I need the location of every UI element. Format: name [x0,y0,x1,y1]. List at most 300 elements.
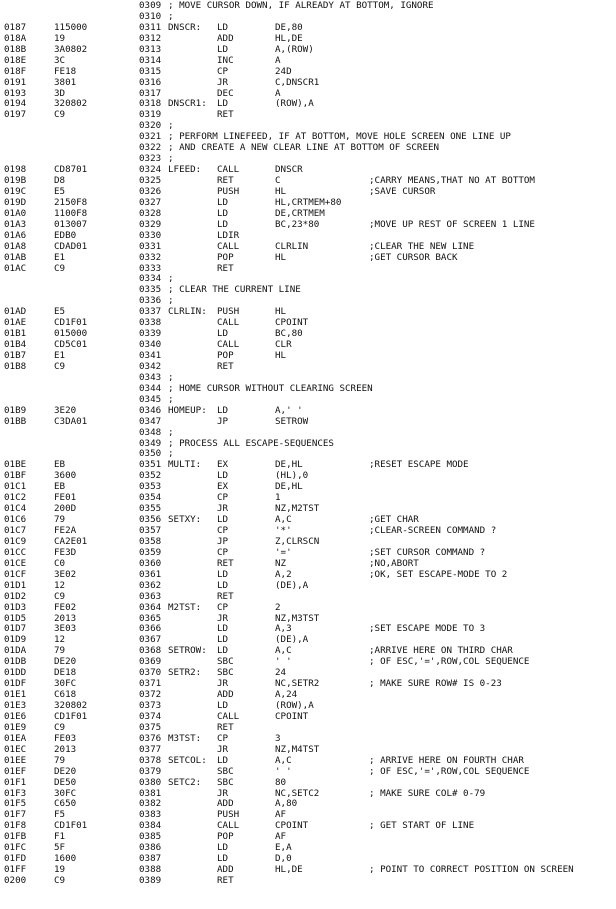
address: 01C6 [4,514,27,526]
comment: ;GET CHAR [369,514,419,526]
object-code: FE01 [54,492,77,504]
code-line [4,832,616,843]
address: 01AC [4,262,27,274]
code-line [4,559,616,570]
operand: NZ [275,557,287,569]
mnemonic: DEC [217,87,234,99]
code-line [4,821,616,832]
operand: HL,CRTMEM+80 [275,196,342,208]
object-code: 12 [54,579,66,591]
code-line [4,176,616,187]
line-number: 0329 [139,218,162,230]
object-code: CD8701 [54,164,88,176]
operand: BC,80 [275,328,303,340]
operand: A [275,87,281,99]
block-comment: ; [168,295,174,307]
object-code: FE02 [54,601,77,613]
mnemonic: LD [217,404,229,416]
address: 01F5 [4,798,27,810]
line-number: 0313 [139,43,162,55]
mnemonic: LD [217,328,229,340]
object-code: FE03 [54,732,77,744]
operand: CPOINT [275,710,309,722]
label: CLRLIN: [168,306,207,318]
comment: ; OF ESC,'=',ROW,COL SEQUENCE [369,765,530,777]
mnemonic: PUSH [217,809,240,821]
code-line [4,231,616,242]
mnemonic: CALL [217,164,240,176]
mnemonic: CALL [217,240,240,252]
address: 01DD [4,667,27,679]
address: 01F7 [4,809,27,821]
operand: (ROW),A [275,700,314,711]
operand: NZ,M4TST [275,743,320,755]
code-line [4,67,616,78]
object-code: F5 [54,809,66,821]
object-code: 5F [54,842,66,854]
object-code: CD5C01 [54,339,88,351]
line-number: 0344 [139,382,162,394]
code-line [4,23,616,34]
address: 019D [4,196,27,208]
mnemonic: CP [217,601,229,613]
address: 01FC [4,842,27,854]
object-code: C9 [54,721,66,733]
block-comment: ; HOME CURSOR WITHOUT CLEARING SCREEN [168,382,373,394]
mnemonic: ADD [217,864,234,876]
operand: DE,HL [275,481,303,493]
address: 01B4 [4,339,27,351]
object-code: CA2E01 [54,535,88,547]
mnemonic: RET [217,360,234,372]
operand: 24D [275,65,292,77]
mnemonic: POP [217,831,234,843]
object-code: 1600 [54,853,77,865]
assembly-listing [4,1,616,887]
block-comment: ; PROCESS ALL ESCAPE-SEQUENCES [168,437,334,449]
mnemonic: SBC [217,765,234,777]
mnemonic: LD [217,568,229,580]
object-code: F1 [54,831,66,843]
mnemonic: JR [217,612,229,624]
mnemonic: ADD [217,798,234,810]
code-line [4,417,616,428]
line-number: 0312 [139,32,162,44]
code-line [4,515,616,526]
code-line [4,220,616,231]
code-line [4,635,616,646]
object-code: FE3D [54,546,77,558]
address: 01B7 [4,350,27,361]
line-number: 0357 [139,525,162,536]
mnemonic: CP [217,65,229,77]
code-line [4,843,616,854]
line-number: 0371 [139,678,162,690]
line-number: 0347 [139,415,162,427]
operand: BC,23*80 [275,218,320,230]
line-number: 0349 [139,437,162,449]
address: 01D9 [4,634,27,646]
operand: A,(ROW) [275,43,314,55]
mnemonic: LD [217,754,229,766]
mnemonic: CALL [217,339,240,351]
line-number: 0355 [139,503,162,515]
line-number: 0364 [139,601,162,613]
line-number: 0320 [139,120,162,132]
address: 01D5 [4,612,27,624]
code-line [4,810,616,821]
object-code: 3801 [54,76,77,88]
address: 01A6 [4,229,27,241]
line-number: 0382 [139,798,162,810]
operand: A,3 [275,623,292,635]
object-code: C9 [54,360,66,372]
object-code: 013007 [54,218,88,230]
operand: DNSCR [275,164,303,176]
object-code: 3E20 [54,404,77,416]
comment-line [4,285,616,296]
address: 01D2 [4,590,27,602]
line-number: 0338 [139,317,162,329]
operand: CPOINT [275,820,309,832]
code-line [4,340,616,351]
line-number: 0379 [139,765,162,777]
object-code: 3D [54,87,66,99]
label: SETC2: [168,776,202,788]
operand: HL [275,251,287,263]
object-code: CDAD01 [54,240,88,252]
operand: SETROW [275,415,309,427]
operand: ' ' [275,656,292,668]
block-comment: ; PERFORM LINEFEED, IF AT BOTTOM, MOVE HOLE SCREEN ONE LINE UP [168,131,511,143]
object-code: 2150F8 [54,196,88,208]
address: 01C9 [4,535,27,547]
code-line [4,570,616,581]
code-line [4,614,616,625]
operand: CPOINT [275,317,309,329]
line-number: 0332 [139,251,162,263]
label: SETXY: [168,514,202,526]
line-number: 0345 [139,393,162,405]
block-comment: ; [168,393,174,405]
mnemonic: RET [217,109,234,121]
operand: (ROW),A [275,98,314,110]
object-code: 12 [54,634,66,646]
code-line [4,789,616,800]
operand: NZ,M3TST [275,612,320,624]
line-number: 0360 [139,557,162,569]
block-comment: ; [168,426,174,438]
object-code: C0 [54,557,66,569]
operand: D,0 [275,853,292,865]
address: 0187 [4,21,27,33]
mnemonic: RET [217,262,234,274]
object-code: C618 [54,689,77,701]
mnemonic: RET [217,875,234,886]
block-comment: ; [168,10,174,22]
line-number: 0315 [139,65,162,77]
object-code: 015000 [54,328,88,340]
mnemonic: LD [217,514,229,526]
address: 0198 [4,164,27,176]
address: 01B8 [4,360,27,372]
address: 01E9 [4,721,27,733]
comment-line [4,274,616,285]
line-number: 0328 [139,207,162,219]
comment: ;SAVE CURSOR [369,185,436,197]
line-number: 0340 [139,339,162,351]
comment: ;SET CURSOR COMMAND ? [369,546,486,558]
operand: ' ' [275,765,292,777]
address: 0197 [4,109,27,121]
operand: NC,SETR2 [275,678,320,690]
address: 01B9 [4,404,27,416]
line-number: 0383 [139,809,162,821]
block-comment: ; [168,448,174,460]
operand: HL,DE [275,864,303,876]
mnemonic: CALL [217,820,240,832]
comment: ;GET CURSOR BACK [369,251,458,263]
address: 01FF [4,864,27,876]
object-code: E5 [54,306,66,318]
address: 0191 [4,76,27,88]
object-code: 30FC [54,678,77,690]
mnemonic: CP [217,732,229,744]
address: 01DB [4,656,27,668]
mnemonic: RET [217,557,234,569]
line-number: 0372 [139,689,162,701]
comment-line [4,439,616,450]
mnemonic: LD [217,196,229,208]
object-code: EDB0 [54,229,77,241]
mnemonic: POP [217,251,234,263]
operand: A,C [275,514,292,526]
mnemonic: CP [217,546,229,558]
mnemonic: ADD [217,32,234,44]
comment-line [4,395,616,406]
block-comment: ; AND CREATE A NEW CLEAR LINE AT BOTTOM OF SCREEN [168,142,440,154]
operand: '*' [275,525,292,536]
operand: NZ,M2TST [275,503,320,515]
operand: C [275,175,281,186]
line-number: 0321 [139,131,162,143]
operand: '=' [275,546,292,558]
object-code: DE20 [54,656,77,668]
address: 01AD [4,306,27,318]
mnemonic: JR [217,76,229,88]
object-code: 200D [54,503,77,515]
code-line [4,876,616,887]
block-comment: ; MOVE CURSOR DOWN, IF ALREADY AT BOTTOM, IGNORE [168,0,434,11]
comment: ;CARRY MEANS,THAT NO AT BOTTOM [369,175,535,186]
block-comment: ; [168,153,174,165]
object-code: 3E02 [54,568,77,580]
operand: A,' ' [275,404,303,416]
operand: 2 [275,601,281,613]
code-line [4,581,616,592]
line-number: 0348 [139,426,162,438]
operand: C,DNSCR1 [275,76,320,88]
address: 01E3 [4,700,27,711]
line-number: 0316 [139,76,162,88]
line-number: 0330 [139,229,162,241]
code-line [4,78,616,89]
line-number: 0350 [139,448,162,460]
mnemonic: JP [217,535,229,547]
operand: 1 [275,492,281,504]
operand: DE,HL [275,459,303,471]
operand: DE,CRTMEM [275,207,325,219]
address: 01EF [4,765,27,777]
comment: ; POINT TO CORRECT POSITION ON SCREEN [369,864,574,876]
address: 01C1 [4,481,27,493]
address: 01FB [4,831,27,843]
operand: Z,CLRSCN [275,535,320,547]
code-line [4,110,616,121]
operand: HL [275,306,287,318]
line-number: 0376 [139,732,162,744]
mnemonic: JR [217,787,229,799]
mnemonic: LD [217,645,229,657]
object-code: 320802 [54,98,88,110]
object-code: 2013 [54,612,77,624]
address: 01C2 [4,492,27,504]
address: 01FD [4,853,27,865]
code-line [4,701,616,712]
line-number: 0311 [139,21,162,33]
operand: (HL),0 [275,470,309,482]
code-line [4,548,616,559]
object-code: 320802 [54,700,88,711]
object-code: DE20 [54,765,77,777]
code-line [4,460,616,471]
object-code: C9 [54,262,66,274]
mnemonic: LDIR [217,229,240,241]
operand: E,A [275,842,292,854]
label: M2TST: [168,601,202,613]
object-code: CD1F01 [54,710,88,722]
label: MULTI: [168,459,202,471]
address: 019B [4,175,27,186]
address: 01EC [4,743,27,755]
line-number: 0341 [139,350,162,361]
code-line [4,253,616,264]
address: 01EE [4,754,27,766]
code-line [4,362,616,373]
comment-line [4,12,616,23]
line-number: 0377 [139,743,162,755]
block-comment: ; [168,371,174,383]
operand: HL,DE [275,32,303,44]
object-code: EB [54,459,66,471]
mnemonic: JP [217,415,229,427]
object-code: EB [54,481,66,493]
code-line [4,482,616,493]
mnemonic: JR [217,743,229,755]
line-number: 0387 [139,853,162,865]
operand: NC,SETC2 [275,787,320,799]
line-number: 0358 [139,535,162,547]
object-code: 19 [54,32,66,44]
comment: ;NO,ABORT [369,557,419,569]
mnemonic: LD [217,207,229,219]
code-line [4,471,616,482]
code-line [4,264,616,275]
operand: CLR [275,339,292,351]
line-number: 0375 [139,721,162,733]
operand: CLRLIN [275,240,309,252]
object-code: DE18 [54,667,77,679]
object-code: CD1F01 [54,317,88,329]
line-number: 0326 [139,185,162,197]
line-number: 0325 [139,175,162,186]
operand: HL [275,350,287,361]
code-line [4,592,616,603]
address: 01CC [4,546,27,558]
line-number: 0368 [139,645,162,657]
code-line [4,745,616,756]
comment: ;ARRIVE HERE ON THIRD CHAR [369,645,513,657]
mnemonic: INC [217,54,234,66]
object-code: C3DA01 [54,415,88,427]
line-number: 0361 [139,568,162,580]
mnemonic: RET [217,175,234,186]
line-number: 0388 [139,864,162,876]
mnemonic: PUSH [217,306,240,318]
object-code: C650 [54,798,77,810]
line-number: 0336 [139,295,162,307]
code-line [4,318,616,329]
comment-line [4,384,616,395]
address: 018E [4,54,27,66]
operand: AF [275,831,287,843]
operand: A,C [275,645,292,657]
operand: DE,80 [275,21,303,33]
object-code: E1 [54,350,66,361]
code-line [4,406,616,417]
object-code: 19 [54,864,66,876]
line-number: 0327 [139,196,162,208]
address: 01CF [4,568,27,580]
address: 018A [4,32,27,44]
object-code: DE50 [54,776,77,788]
comment: ; OF ESC,'=',ROW,COL SEQUENCE [369,656,530,668]
comment: ;CLEAR THE NEW LINE [369,240,475,252]
object-code: C9 [54,109,66,121]
address: 01AE [4,317,27,329]
line-number: 0370 [139,667,162,679]
comment: ;OK, SET ESCAPE-MODE TO 2 [369,568,508,580]
operand: (DE),A [275,634,309,646]
object-code: 2013 [54,743,77,755]
object-code: 115000 [54,21,88,33]
line-number: 0351 [139,459,162,471]
line-number: 0363 [139,590,162,602]
address: 01A8 [4,240,27,252]
mnemonic: PUSH [217,185,240,197]
block-comment: ; CLEAR THE CURRENT LINE [168,284,301,296]
object-code: FE2A [54,525,77,536]
label: SETCOL: [168,754,207,766]
operand: 80 [275,776,287,788]
object-code: 3E03 [54,623,77,635]
comment: ;MOVE UP REST OF SCREEN 1 LINE [369,218,535,230]
code-line [4,767,616,778]
line-number: 0318 [139,98,162,110]
line-number: 0386 [139,842,162,854]
mnemonic: CP [217,525,229,536]
address: 01F8 [4,820,27,832]
